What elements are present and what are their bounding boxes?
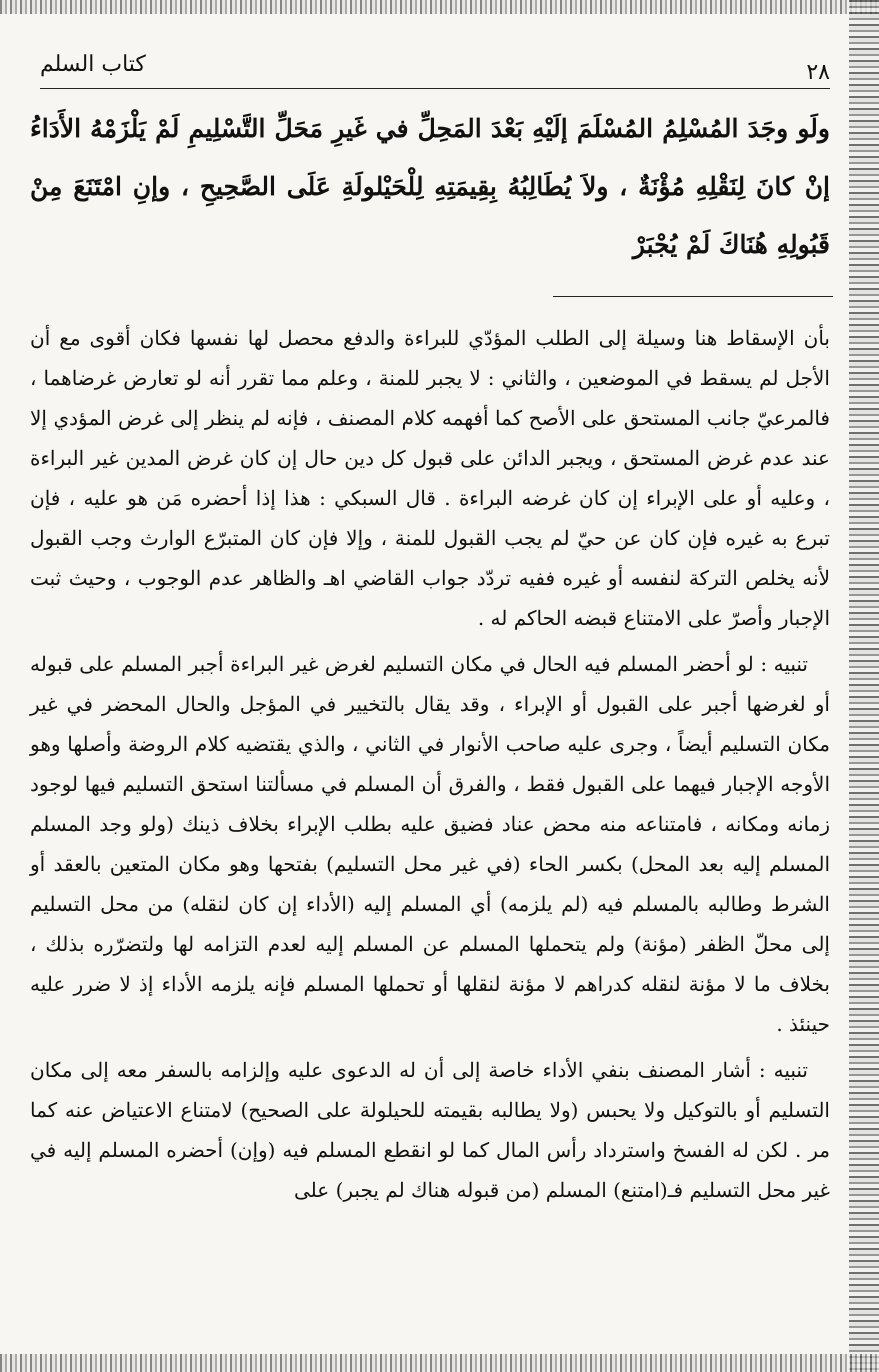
matn-paragraph: ولَو وجَدَ المُسْلِمُ المُسْلَمَ إلَيْهِ بَعْدَ المَحِلِّ في غَيرِ مَحَلِّ التَّسْلِيمِ لَمْ يَلْزَمْهُ الأَدَاءُ إنْ كانَ لِنَقْلِهِ مُؤْنَةٌ ، ولاَ يُطَالِبُهُ بِقِيمَتِهِ لِلْحَيْلولَةِ عَلَى الصَّحِيحِ ، وإنِ امْتَنَعَ مِنْ قَبُولِهِ هُنَاكَ لَمْ يُجْبَرْ <box>30 114 830 259</box>
commentary-text <box>30 318 830 1216</box>
divider-rule <box>553 296 833 297</box>
commentary-paragraph: تنبيه : لو أحضر المسلم فيه الحال في مكان التسليم لغرض غير البراءة أجبر المسلم على قبوله أو لغرضها أجبر على القبول أو الإبراء ، وقد يقال بالتخيير في المؤجل والحال المحضر في غير مكان التسليم أيضاً ، وجرى عليه صاحب الأنوار في الثاني ، والذي يقتضيه كلام الروضة وأصلها وهو الأوجه الإجبار فيهما على القبول فقط ، والفرق أن المسلم في مسألتنا استحق التسليم فيها لوجود زمانه ومكانه ، فامتناعه منه محض عناد فضيق عليه بطلب الإبراء بخلاف ذينك (ولو وجد المسلم المسلم إليه بعد المحل) بكسر الحاء (في غير محل التسليم) بفتحها وهو مكان المتعين بالعقد أو الشرط وطالبه بالمسلم فيه (لم يلزمه) أي المسلم إليه (الأداء إن كان لنقله) من محل التسليم إلى محلّ الظفر (مؤنة) ولم يتحملها المسلم عن المسلم إليه لعدم التزامه لها ولتضرّره بذلك ، بخلاف ما لا مؤنة لنقله كدراهم لا مؤنة لنقلها أو تحملها المسلم فإنه يلزمه الأداء إذ لا ضرر عليه حينئذ . <box>30 652 830 1036</box>
matn-text <box>30 100 830 274</box>
commentary-paragraph: بأن الإسقاط هنا وسيلة إلى الطلب المؤدّي للبراءة والدفع محصل لها نفسها فكان أقوى مع أن الأجل لم يسقط في الموضعين ، والثاني : لا يجبر للمنة ، وعلم مما تقرر أنه لو تعارض غرضاهما ، فالمرعيّ جانب المستحق على الأصح كما أفهمه كلام المصنف ، فإنه لم ينظر إلى غرض المؤدي إلا عند عدم غرض المستحق ، ويجبر الدائن على قبول كل دين حال إن كان غرض المدين غير البراءة ، وعليه أو على الإبراء إن كان غرضه البراءة . قال السبكي : هذا إذا أحضره مَن هو عليه ، فإن تبرع به غيره فإن كان عن حيّ لم يجب القبول للمنة ، وإلا فإن كان المتبرّع الوارث وجب القبول لأنه يخلص التركة لنفسه أو غيره ففيه تردّد جواب القاضي اهـ والظاهر عدم الوجوب ، وحيث ثبت الإجبار وأصرّ على الامتناع قبضه الحاكم له . <box>30 326 830 630</box>
page-header <box>40 46 830 89</box>
page-number: ٢٨ <box>806 60 830 85</box>
decorative-border-bottom <box>0 1354 879 1372</box>
commentary-paragraph: تنبيه : أشار المصنف بنفي الأداء خاصة إلى أن له الدعوى عليه وإلزامه بالسفر معه إلى مكان التسليم أو بالتوكيل ولا يحبس (ولا يطالبه بقيمته للحيلولة على الصحيح) لامتناع الاعتياض عنه كما مر . لكن له الفسخ واسترداد رأس المال كما لو انقطع المسلم فيه (وإن) أحضره المسلم إليه في غير محل التسليم فـ(امتنع) المسلم (من قبوله هناك لم يجبر) على <box>30 1058 830 1202</box>
decorative-border-right <box>849 0 879 1372</box>
decorative-border-top <box>0 0 879 14</box>
running-title: كتاب السلم <box>40 52 146 77</box>
